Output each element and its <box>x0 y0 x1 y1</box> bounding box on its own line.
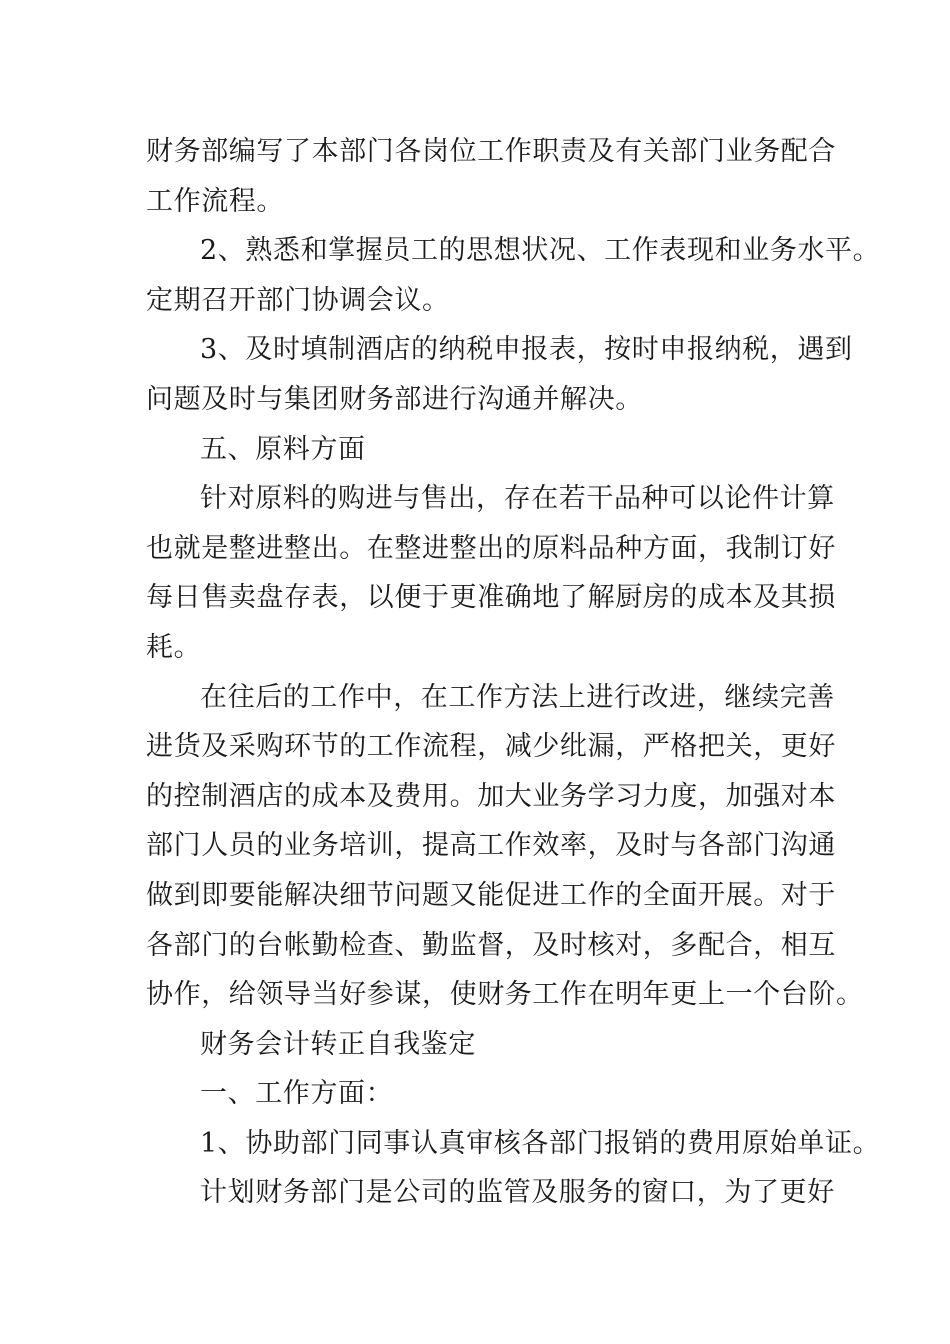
text-line: 计划财务部门是公司的监管及服务的窗口，为了更好 <box>200 1177 835 1209</box>
text-line: 各部门的台帐勤检查、勤监督，及时核对，多配合，相互 <box>146 929 836 961</box>
section-heading: 财务会计转正自我鉴定 <box>200 1028 476 1060</box>
text-line: 财务部编写了本部门各岗位工作职责及有关部门业务配合 <box>146 136 836 167</box>
text-line: 协作，给领导当好参谋，使财务工作在明年更上一个台阶。 <box>146 979 864 1011</box>
text-line: 耗。 <box>146 631 202 663</box>
text-line: 部门人员的业务培训，提高工作效率，及时与各部门沟通 <box>146 830 836 862</box>
text-line: 针对原料的购进与售出，存在若干品种可以论件计算 <box>200 483 835 515</box>
document-body <box>146 127 881 1218</box>
text-line: 定期召开部门协调会议。 <box>146 284 450 316</box>
text-line: 问题及时与集团财务部进行沟通并解决。 <box>146 383 643 415</box>
section-heading: 五、原料方面 <box>200 433 366 465</box>
text-line: 也就是整进整出。在整进整出的原料品种方面，我制订好 <box>146 532 836 564</box>
text-line: 进货及采购环节的工作流程，减少纰漏，严格把关，更好 <box>146 731 836 763</box>
section-heading: 一、工作方面： <box>200 1078 394 1110</box>
text-line: 3、及时填制酒店的纳税申报表，按时申报纳税，遇到 <box>200 334 853 366</box>
text-line: 1、协助部门同事认真审核各部门报销的费用原始单证。 <box>200 1127 881 1159</box>
text-line: 工作流程。 <box>146 185 284 217</box>
text-line: 每日售卖盘存表，以便于更准确地了解厨房的成本及其损 <box>146 582 836 614</box>
text-line: 在往后的工作中，在工作方法上进行改进，继续完善 <box>200 681 835 713</box>
text-line: 的控制酒店的成本及费用。加大业务学习力度，加强对本 <box>146 780 836 812</box>
text-line: 2、熟悉和掌握员工的思想状况、工作表现和业务水平。 <box>200 235 881 267</box>
text-line: 做到即要能解决细节问题又能促进工作的全面开展。对于 <box>146 879 836 911</box>
